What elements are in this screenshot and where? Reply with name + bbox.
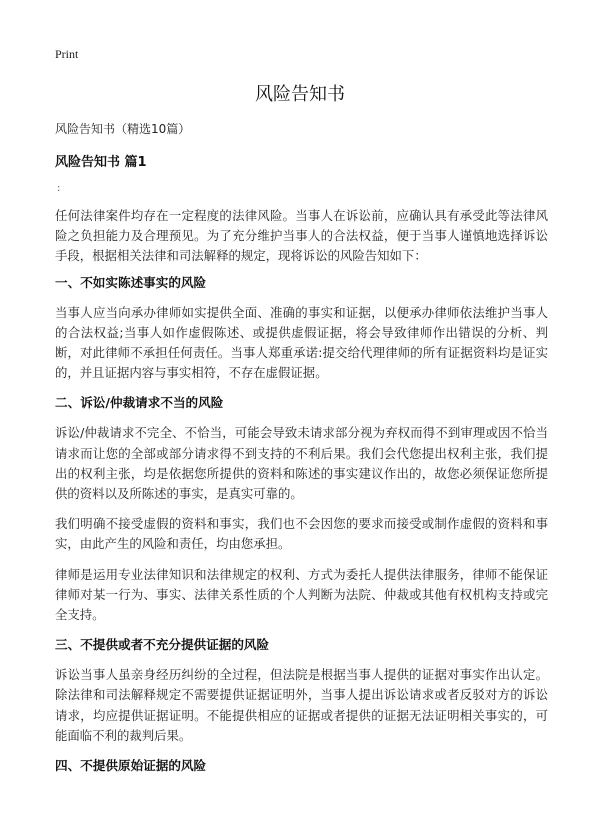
- section-2-paragraph-3: 律师是运用专业法律知识和法律规定的权利、方式为委托人提供法律服务，律师不能保证律师对某一行为、事实、法律关系性质的个人判断为法院、仲裁或其他有权机构支持或完全支持。: [55, 566, 548, 623]
- intro-paragraph: 任何法律案件均存在一定程度的法律风险。当事人在诉讼前，应确认具有承受此等法律风险之负担能力及合理预见。为了充分维护当事人的合法权益，便于当事人谨慎地选择诉讼手段，根据相关法律和司法解释的规定，现将诉讼的风险告知如下：: [55, 208, 548, 264]
- page-title: 风险告知书: [255, 84, 345, 105]
- section-3-paragraph-1: 诉讼当事人虽亲身经历纠纷的全过程，但法院是根据当事人提供的证据对事实作出认定。除法律和司法解释规定不需要提供证据证明外，当事人提出诉讼请求或者反驳对方的诉讼请求，均应提供证据证明。不能提供相应的证据或者提供的证据无法证明相关事实的，可能面临不利的裁判后果。: [55, 667, 548, 743]
- section-heading-2: 二、诉讼/仲裁请求不当的风险: [55, 395, 224, 411]
- section-2-paragraph-2: 我们明确不接受虚假的资料和事实，我们也不会因您的要求而接受或制作虚假的资料和事实，由此产生的风险和责任，均由您承担。: [55, 516, 548, 552]
- section-marker: :: [57, 183, 61, 194]
- document-subtitle: 风险告知书（精选10篇）: [55, 122, 191, 136]
- chapter-title: 风险告知书 篇1: [55, 155, 147, 170]
- section-heading-4: 四、不提供原始证据的风险: [55, 758, 207, 774]
- document-body: [55, 206, 548, 776]
- section-1-paragraph-1: 当事人应当向承办律师如实提供全面、准确的事实和证据，以便承办律师依法维护当事人的合法权益;当事人如作虚假陈述、或提供虚假证据，将会导致律师作出错误的分析、判断，对此律师不承担任何责任。当事人郑重承诺:提交给代理律师的所有证据资料均是证实的，并且证据内容与事实相符，不存在虚假证据。: [55, 304, 548, 381]
- section-2-paragraph-1: 诉讼/仲裁请求不完全、不恰当，可能会导致未请求部分视为弃权而得不到审理或因不恰当请求而让您的全部或部分请求得不到支持的不利后果。我们会代您提出权利主张，我们提出的权利主张，均是依据您所提供的资料和陈述的事实建议作出的，故您必须保证您所提供的资料以及所陈述的事实，是真实可靠的。: [55, 425, 548, 502]
- section-heading-1: 一、不如实陈述事实的风险: [55, 274, 207, 290]
- print-link[interactable]: Print: [55, 47, 79, 61]
- section-heading-3: 三、不提供或者不充分提供证据的风险: [55, 637, 270, 653]
